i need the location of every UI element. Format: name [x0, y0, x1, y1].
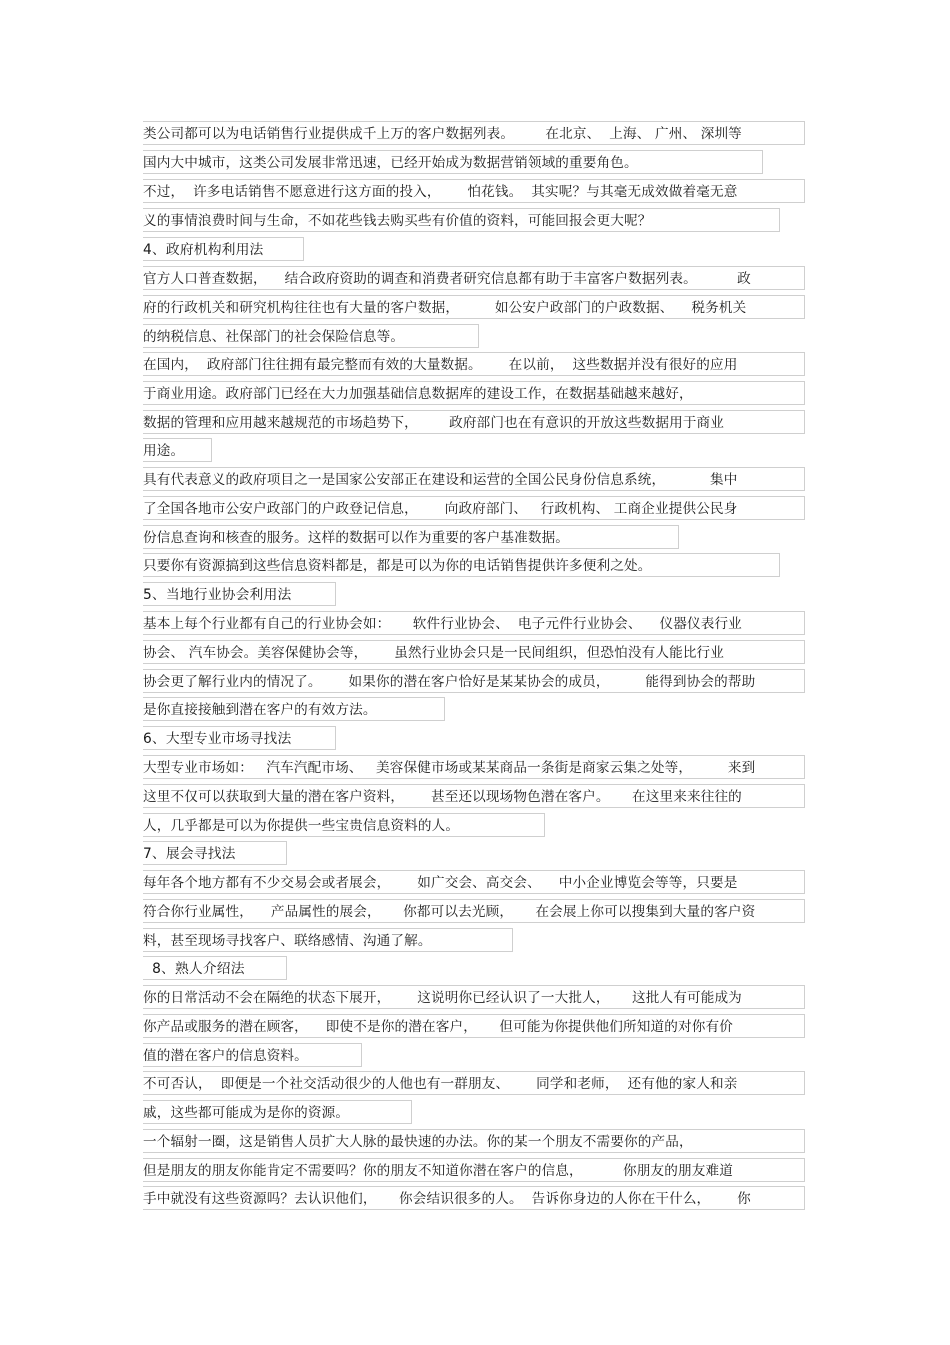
text-line: 符合你行业属性， 产品属性的展会， 你都可以去光顾， 在会展上你可以搜集到大量的客户资 — [143, 899, 805, 923]
text-line: 基本上每个行业都有自己的行业协会如： 软件行业协会、 电子元件行业协会、 仪器仪表行业 — [143, 611, 805, 635]
text-line: 每年各个地方都有不少交易会或者展会， 如广交会、高交会、 中小企业博览会等等，只要是 — [143, 870, 805, 894]
text-line: 国内大中城市，这类公司发展非常迅速，已经开始成为数据营销领域的重要角色。 — [143, 150, 763, 174]
text-line: 人，几乎都是可以为你提供一些宝贵信息资料的人。 — [143, 813, 545, 837]
text-line: 类公司都可以为电话销售行业提供成千上万的客户数据列表。 在北京、 上海、 广州、 深圳等 — [143, 121, 805, 145]
section-heading: 8、熟人介绍法 — [143, 956, 287, 980]
text-line: 具有代表意义的政府项目之一是国家公安部正在建设和运营的全国公民身份信息系统， 集中 — [143, 467, 805, 491]
text-line: 一个辐射一圈，这是销售人员扩大人脉的最快速的办法。你的某一个朋友不需要你的产品， — [143, 1129, 805, 1153]
text-line: 大型专业市场如： 汽车汽配市场、 美容保健市场或某某商品一条街是商家云集之处等， 来到 — [143, 755, 805, 779]
text-line: 在国内， 政府部门往往拥有最完整而有效的大量数据。 在以前， 这些数据并没有很好的应用 — [143, 352, 805, 376]
section-heading: 5、当地行业协会利用法 — [143, 582, 336, 606]
text-line: 值的潜在客户的信息资料。 — [143, 1043, 362, 1067]
text-line: 了全国各地市公安户政部门的户政登记信息， 向政府部门、 行政机构、 工商企业提供公民身 — [143, 496, 805, 520]
text-line: 你产品或服务的潜在顾客， 即使不是你的潜在客户， 但可能为你提供他们所知道的对你有价 — [143, 1014, 805, 1038]
text-line: 不可否认， 即便是一个社交活动很少的人他也有一群朋友、 同学和老师， 还有他的家人和亲 — [143, 1071, 805, 1095]
text-line: 戚，这些都可能成为是你的资源。 — [143, 1100, 412, 1124]
text-line: 这里不仅可以获取到大量的潜在客户资料， 甚至还以现场物色潜在客户。 在这里来来往往的 — [143, 784, 805, 808]
text-line: 义的事情浪费时间与生命，不如花些钱去购买些有价值的资料，可能回报会更大呢？ — [143, 208, 780, 232]
section-heading: 7、展会寻找法 — [143, 841, 287, 865]
text-line: 只要你有资源搞到这些信息资料都是，都是可以为你的电话销售提供许多便利之处。 — [143, 553, 780, 577]
text-line: 用途。 — [143, 438, 212, 462]
text-line: 于商业用途。政府部门已经在大力加强基础信息数据库的建设工作，在数据基础越来越好， — [143, 381, 805, 405]
section-heading: 4、政府机构利用法 — [143, 237, 304, 261]
text-line: 协会、 汽车协会。美容保健协会等， 虽然行业协会只是一民间组织，但恐怕没有人能比行业 — [143, 640, 805, 664]
section-heading: 6、大型专业市场寻找法 — [143, 726, 336, 750]
text-line: 料，甚至现场寻找客户、联络感情、沟通了解。 — [143, 928, 513, 952]
text-line: 协会更了解行业内的情况了。 如果你的潜在客户恰好是某某协会的成员， 能得到协会的帮助 — [143, 669, 805, 693]
text-line: 是你直接接触到潜在客户的有效方法。 — [143, 697, 445, 721]
text-line: 但是朋友的朋友你能肯定不需要吗？你的朋友不知道你潜在客户的信息， 你朋友的朋友难道 — [143, 1158, 805, 1182]
text-line: 手中就没有这些资源吗？去认识他们， 你会结识很多的人。 告诉你身边的人你在干什么， 你 — [143, 1186, 805, 1210]
text-line: 数据的管理和应用越来越规范的市场趋势下， 政府部门也在有意识的开放这些数据用于商业 — [143, 410, 805, 434]
text-line: 的纳税信息、社保部门的社会保险信息等。 — [143, 324, 479, 348]
text-line: 不过， 许多电话销售不愿意进行这方面的投入， 怕花钱。 其实呢？与其毫无成效做着毫无意 — [143, 179, 805, 203]
text-line: 你的日常活动不会在隔绝的状态下展开， 这说明你已经认识了一大批人， 这批人有可能成为 — [143, 985, 805, 1009]
text-line: 府的行政机关和研究机构往往也有大量的客户数据， 如公安户政部门的户政数据、 税务机关 — [143, 295, 805, 319]
text-line: 份信息查询和核查的服务。这样的数据可以作为重要的客户基准数据。 — [143, 525, 679, 549]
text-line: 官方人口普查数据， 结合政府资助的调查和消费者研究信息都有助于丰富客户数据列表。 政 — [143, 266, 805, 290]
